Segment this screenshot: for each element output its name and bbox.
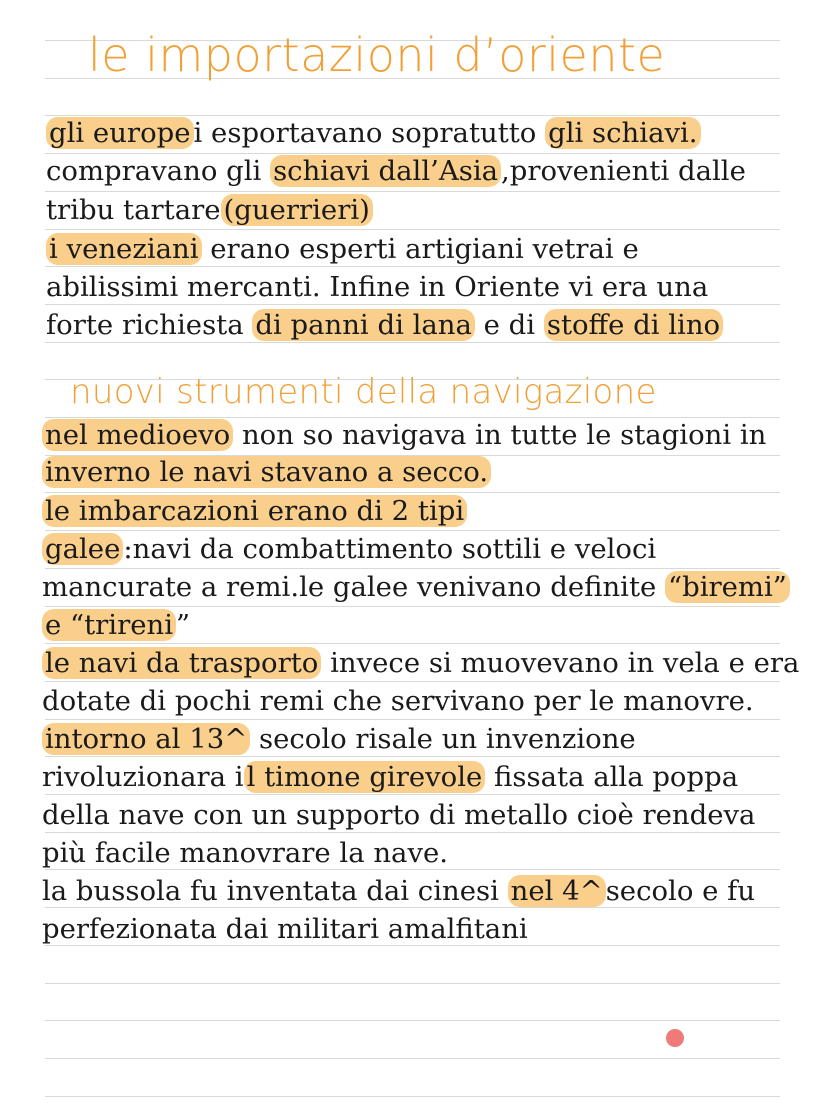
text-segment: i esportavano sopratutto: [193, 117, 546, 149]
rule-line: [45, 756, 780, 757]
heading-importazioni: le importazioni d’oriente: [88, 28, 666, 82]
text-segment: rivoluzionara i: [42, 761, 244, 793]
rule-line: [45, 266, 780, 267]
rule-line: [45, 1096, 780, 1097]
highlighted-text: l timone girevole: [244, 761, 486, 793]
text-line: [42, 912, 528, 946]
text-segment: ”: [176, 609, 191, 641]
highlighted-text: i veneziani: [46, 233, 202, 265]
text-segment: non so navigava in tutte le stagioni in: [233, 419, 767, 451]
highlighted-text: le imbarcazioni erano di 2 tipi: [42, 495, 467, 527]
rule-line: [45, 719, 780, 720]
highlighted-text: nel 4^: [508, 875, 606, 907]
text-segment: tribu tartare: [46, 194, 221, 226]
text-segment: della nave con un supporto di metallo cioè rendeva: [42, 799, 756, 831]
text-line: [42, 760, 738, 794]
highlighted-text: (guerrieri): [221, 194, 373, 226]
text-line: [42, 798, 755, 832]
highlighted-text: schiavi dall’Asia: [270, 155, 501, 187]
highlighted-text: nel medioevo: [42, 419, 233, 451]
text-line: [42, 608, 190, 642]
text-segment: mancurate a remi.le galee venivano definite: [42, 571, 666, 603]
rule-line: [45, 229, 780, 230]
heading-navigazione: nuovi strumenti della navigazione: [70, 372, 657, 412]
text-line: [42, 646, 799, 680]
rule-line: [45, 568, 780, 569]
rule-line: [45, 191, 780, 192]
text-line: [46, 308, 723, 342]
rule-line: [45, 492, 780, 493]
text-segment: erano esperti artigiani vetrai e: [201, 233, 639, 265]
text-segment: compravano gli: [46, 155, 271, 187]
rule-line: [45, 643, 780, 644]
text-line: [46, 270, 708, 304]
text-segment: fissata alla poppa: [485, 761, 739, 793]
rule-line: [45, 1058, 780, 1059]
rule-line: [45, 530, 780, 531]
text-line: [46, 193, 373, 227]
text-segment: forte richiesta: [46, 309, 253, 341]
text-line: [42, 722, 636, 756]
rule-line: [45, 304, 780, 305]
highlighted-text: intorno al 13^: [42, 723, 250, 755]
text-segment: dotate di pochi remi che servivano per le manovre.: [42, 685, 754, 717]
rule-line: [45, 983, 780, 984]
rule-line: [45, 606, 780, 607]
text-line: [42, 684, 754, 718]
text-line: [42, 874, 755, 908]
rule-line: [45, 1020, 780, 1021]
text-segment: :navi da combattimento sottili e veloci: [123, 533, 657, 565]
highlighted-text: “biremi”: [665, 571, 790, 603]
text-segment: secolo e fu: [605, 875, 756, 907]
rule-line: [45, 832, 780, 833]
text-segment: secolo risale un invenzione: [250, 723, 636, 755]
highlighted-text: inverno le navi stavano a secco.: [42, 456, 491, 488]
highlighted-text: le navi da trasporto: [42, 647, 321, 679]
text-line: [46, 232, 639, 266]
text-line: [42, 418, 766, 452]
highlighted-text: di panni di lana: [252, 309, 475, 341]
text-segment: invece si muovevano in vela e era: [321, 647, 800, 679]
highlighted-text: stoffe di lino: [544, 309, 723, 341]
text-line: [42, 494, 467, 528]
text-segment: e di: [474, 309, 544, 341]
highlighted-text: gli schiavi.: [545, 117, 700, 149]
text-line: [42, 455, 491, 489]
text-segment: abilissimi mercanti. Infine in Oriente vi era una: [46, 271, 709, 303]
text-line: [46, 116, 701, 150]
rule-line: [45, 681, 780, 682]
rule-line: [45, 794, 780, 795]
rule-line: [45, 342, 780, 343]
text-line: [42, 532, 656, 566]
text-segment: la bussola fu inventata dai cinesi: [42, 875, 508, 907]
text-line: [46, 154, 746, 188]
text-line: [42, 570, 790, 604]
red-dot-marker: [666, 1029, 684, 1047]
text-segment: ,provenienti dalle: [501, 155, 746, 187]
text-segment: più facile manovrare la nave.: [42, 837, 449, 869]
highlighted-text: gli europe: [46, 117, 194, 149]
text-line: [42, 836, 448, 870]
highlighted-text: galee: [42, 533, 123, 565]
highlighted-text: e “trireni: [42, 609, 176, 641]
text-segment: perfezionata dai militari amalfitani: [42, 913, 528, 945]
